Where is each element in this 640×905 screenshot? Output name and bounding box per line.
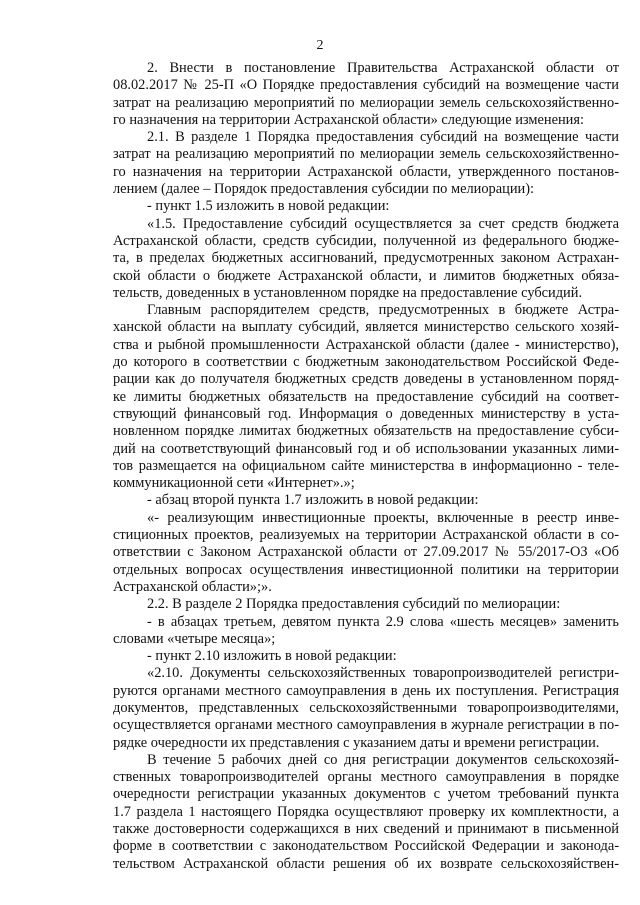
doc-line: Астраханской области»;». [113,578,272,595]
doc-line: ке лимиты бюджетных обязательств на предоставление субсидий на соответ- [113,388,619,405]
doc-line: го назначения на территории Астраханской области, утвержденного постанов- [113,163,619,180]
doc-line: Главным распорядителем средств, предусмотренных в бюджете Астра- [147,302,619,319]
doc-line: В течение 5 рабочих дней со дня регистрации документов сельскохозяй- [147,751,619,768]
doc-line: 2. Внести в постановление Правительства Астраханской области от [147,60,619,76]
doc-line: коммуникационной сети «Интернет».»; [113,475,355,492]
doc-line: Астраханской области, средств субсидии, полученной из федерального бюдже- [113,232,619,249]
doc-line: документов, представленных сельскохозяйственными товаропроизводителями, [113,699,619,716]
doc-line: - абзац второй пункта 1.7 изложить в новой редакции: [147,492,479,509]
doc-line: тельством Астраханской области решения об их возврате сельскохозяйствен- [113,855,619,872]
doc-line: также достоверности содержащихся в них сведений и принимают в письменной [113,821,619,838]
doc-line: осуществляется органами местного самоуправления в журнале регистрации в по- [113,717,619,734]
doc-line: ствующий финансовый год. Информация о доведенных министерству в уста- [113,405,619,422]
doc-line: «- реализующим инвестиционные проекты, включенные в реестр инве- [147,509,619,526]
doc-line: руются органами местного самоуправления в день их поступления. Регистрация [113,682,619,699]
doc-line: 1.7 раздела 1 настоящего Порядка осуществляют проверку их комплектности, а [113,803,619,820]
doc-line: ответствии с Законом Астраханской области от 27.09.2017 № 55/2017-ОЗ «Об [113,544,619,561]
doc-line: ханской области на выплату субсидий, является министерство сельского хозяй- [113,319,619,336]
doc-line: 2.1. В разделе 1 Порядка предоставления субсидий на возмещение части [147,129,619,146]
doc-line: - в абзацах третьем, девятом пункта 2.9 слова «шесть месяцев» заменить [147,613,619,630]
doc-line: рации как до получателя бюджетных средств доведены в установленном поряд- [113,371,619,388]
doc-line: дий на соответствующий финансовый год и об использовании указанных лими- [113,440,619,457]
doc-line: «1.5. Предоставление субсидий осуществляется за счет средств бюджета [147,215,619,232]
doc-line: го назначения на территории Астраханской области» следующие изменения: [113,111,584,128]
doc-line: «2.10. Документы сельскохозяйственных товаропроизводителей регистри- [147,665,619,682]
doc-line: очередности регистрации указанных документов с учетом требований пункта [113,786,619,803]
doc-line: лением (далее – Порядок предоставления субсидии по мелиорации): [113,181,535,198]
doc-line: та, в пределах бюджетных ассигнований, предусмотренных законом Астрахан- [113,250,619,267]
doc-line: тельств, доведенных в установленном порядке на предоставление субсидий. [113,284,583,301]
doc-line: 08.02.2017 № 25-П «О Порядке предоставления субсидий на возмещение части [113,77,619,94]
page-number: 2 [316,38,324,53]
doc-line: - пункт 2.10 изложить в новой редакции: [147,648,397,665]
doc-line: ской области о бюджете Астраханской области, и лимитов бюджетных обяза- [113,267,619,284]
doc-line: рядке очередности их представления с указанием даты и времени регистрации. [113,734,600,751]
doc-line: ственных товаропроизводителей органы местного самоуправления в порядке [113,769,619,786]
doc-line: словами «четыре месяца»; [113,630,276,647]
document-body [113,60,619,873]
doc-line: - пункт 1.5 изложить в новой редакции: [147,198,390,215]
doc-line: отдельных вопросах осуществления инвестиционной политики на территории [113,561,619,578]
doc-line: затрат на реализацию мероприятий по мелиорации земель сельскохозяйственно- [113,94,619,111]
doc-line: стиционных проектов, реализуемых на территории Астраханской области в со- [113,527,619,544]
doc-line: новленном порядке лимитах бюджетных обязательств на предоставление субси- [113,423,619,440]
doc-line: затрат на реализацию мероприятий по мелиорации земель сельскохозяйственно- [113,146,619,163]
doc-line: форме в соответствии с законодательством Российской Федерации и законода- [113,838,619,855]
doc-line: 2.2. В разделе 2 Порядка предоставления субсидий по мелиорации: [147,596,561,613]
doc-line: до которого в соответствии с бюджетным законодательством Российской Феде- [113,354,619,371]
doc-line: ства и рыбной промышленности Астраханской области (далее - министерство), [113,336,619,353]
doc-line: тов размещается на официальном сайте министерства в информационно - теле- [113,457,619,474]
